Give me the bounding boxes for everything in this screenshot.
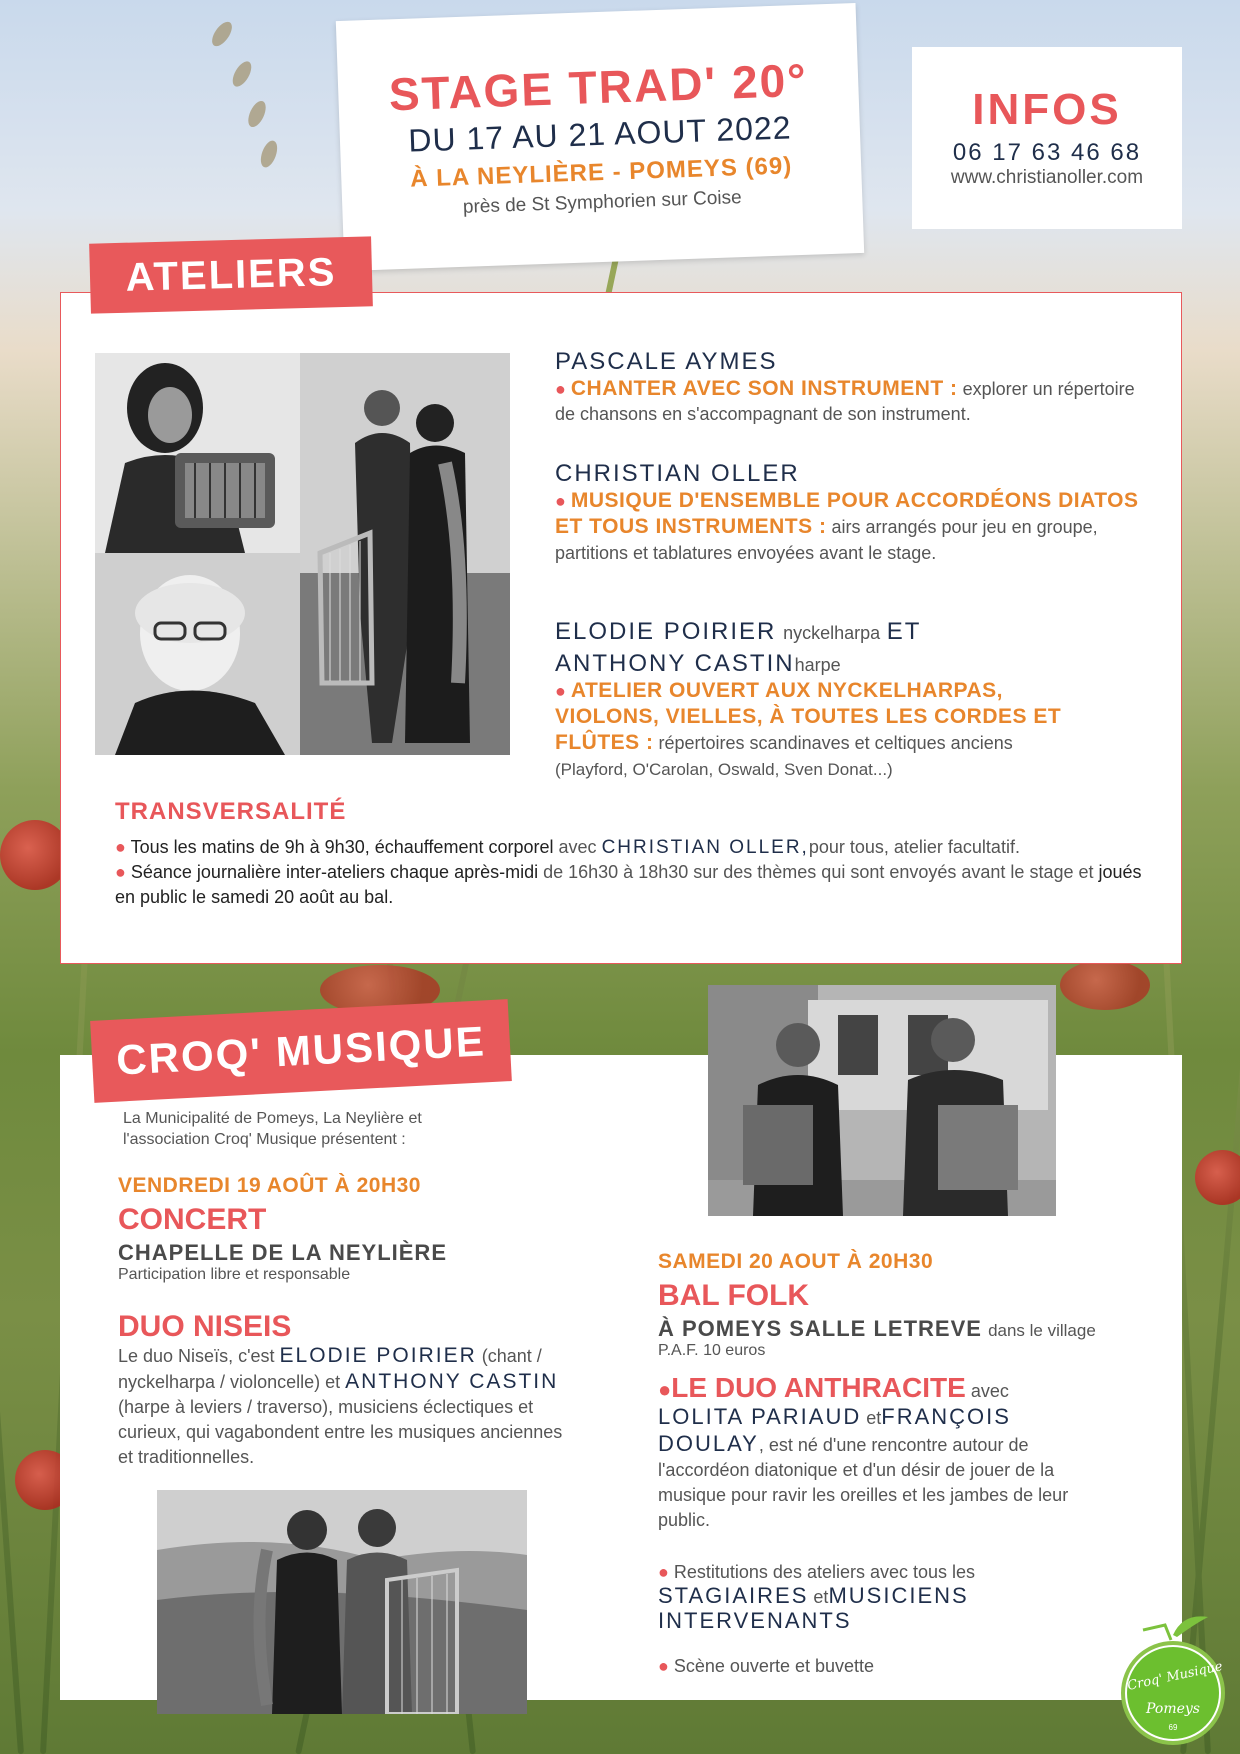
bal-and: et — [866, 1408, 882, 1428]
accordion-duo-illustration — [708, 985, 1056, 1216]
atelier-3-title: ATELIER OUVERT AUX NYCKELHARPAS, VIOLONS, VIELLES, À TOUTES LES CORDES ET FLÛTES : — [555, 679, 1062, 754]
atelier-3-teacher-2: ANTHONY CASTIN — [555, 650, 795, 677]
ateliers-tag — [89, 236, 373, 313]
infos-phone[interactable]: 06 17 63 46 68 — [952, 139, 1142, 166]
transversalite-text — [115, 835, 1155, 910]
atelier-3-teacher-1: ELODIE POIRIER — [555, 618, 777, 645]
transversalite-line2-a: Séance journalière inter-ateliers chaque après-midi — [130, 862, 539, 882]
transversalite-line1-a: Tous les matins de 9h à 9h30, échauffement corporel — [130, 837, 554, 857]
event-title: STAGE TRAD' 20° — [388, 53, 809, 121]
bal-title: BAL FOLK — [658, 1279, 810, 1312]
infos-title: INFOS — [972, 85, 1122, 134]
photo-duo-niseis — [157, 1490, 527, 1714]
concert-text-c: (harpe à leviers / traverso), musiciens éclectiques et curieux, qui vagabondent entre les musiques anciennes et traditionnelles. — [118, 1397, 563, 1467]
duo-illustration — [300, 353, 510, 755]
bullet-icon: ● — [555, 379, 571, 399]
event-location: À LA NEYLIÈRE - POMEYS (69) — [409, 152, 793, 193]
concert-name-1: ELODIE POIRIER — [279, 1344, 477, 1367]
bal-restitution — [658, 1560, 1078, 1634]
croq-intro: La Municipalité de Pomeys, La Neylière et l'association Croq' Musique présentent : — [123, 1110, 422, 1148]
concert-title: CONCERT — [118, 1203, 267, 1236]
atelier-1-text — [555, 376, 1145, 427]
photo-duo-anthracite — [708, 985, 1056, 1216]
bal-et: et — [813, 1587, 829, 1607]
croq-musique-logo — [1113, 1605, 1233, 1745]
bal-description: , est né d'une rencontre autour de l'accordéon diatonique et d'un désir de jouer de la musique pour ravir les oreilles et les jambes de leur public. — [658, 1435, 1069, 1530]
concert-text-b: (chant / nyckelharpa / violoncelle) et — [118, 1346, 542, 1392]
bal-date: SAMEDI 20 AOUT À 20H30 — [658, 1250, 934, 1273]
concert-price: Participation libre et responsable — [118, 1266, 351, 1283]
concert-date: VENDREDI 19 AOÛT À 20H30 — [118, 1174, 421, 1197]
bal-musiciens: MUSICIENS INTERVENANTS — [658, 1583, 969, 1633]
infos-website[interactable]: www.christianoller.com — [950, 167, 1144, 188]
concert-text — [118, 1343, 568, 1470]
atelier-1-desc: explorer un répertoire de chansons en s'accompagnant de son instrument. — [555, 379, 1135, 424]
bal-place: À POMEYS SALLE LETREVE — [658, 1316, 982, 1341]
bullet-icon: ● — [555, 681, 571, 701]
bal-place-note: dans le village — [988, 1321, 1096, 1340]
atelier-3-desc: répertoires scandinaves et celtiques anciens — [658, 733, 1013, 753]
concert-name-2: ANTHONY CASTIN — [345, 1370, 559, 1393]
bullet-icon: ● — [658, 1377, 672, 1402]
bal-place-line — [658, 1316, 1096, 1342]
bal-scene — [658, 1656, 874, 1677]
ateliers-tag-label: ATELIERS — [125, 249, 337, 300]
bal-name-2: FRANÇOIS DOULAY — [658, 1404, 1011, 1456]
bal-stagiaires: STAGIAIRES — [658, 1583, 809, 1608]
concert-group: DUO NISEIS — [118, 1310, 292, 1343]
logo-line-2: Pomeys — [1146, 1701, 1200, 1717]
atelier-1-teacher: PASCALE AYMES — [555, 348, 778, 375]
photo-elodie-anthony — [300, 353, 510, 755]
photo-pascale-aymes — [95, 353, 300, 553]
header-card — [336, 3, 864, 271]
bal-group: LE DUO ANTHRACITE — [671, 1372, 966, 1403]
transversalite-line2-c: joués en public le samedi 20 août au bal. — [115, 862, 1142, 907]
bal-price: P.A.F. 10 euros — [658, 1342, 766, 1359]
atelier-2-title: MUSIQUE D'ENSEMBLE POUR ACCORDÉONS DIATOS ET TOUS INSTRUMENTS : — [555, 489, 1139, 538]
logo-line-1: Croq' Musique — [1126, 1659, 1224, 1694]
photo-christian-oller — [95, 553, 300, 755]
bullet-icon: ● — [555, 491, 571, 511]
atelier-3-desc-2: (Playford, O'Carolan, Oswald, Sven Donat...) — [555, 760, 893, 779]
accordion-player-illustration — [95, 353, 300, 553]
atelier-2-teacher: CHRISTIAN OLLER — [555, 460, 800, 487]
bal-restitution-text: Restitutions des ateliers avec tous les — [673, 1562, 976, 1582]
transversalite-line2-b: de 16h30 à 18h30 sur des thèmes qui sont envoyés avant le stage et — [543, 862, 1094, 882]
concert-text-a: Le duo Niseïs, c'est — [118, 1346, 275, 1366]
atelier-2-text — [555, 488, 1145, 566]
infos-card — [912, 47, 1182, 229]
bal-with: avec — [970, 1381, 1009, 1401]
bullet-icon: ● — [115, 862, 131, 882]
bullet-icon: ● — [658, 1562, 674, 1582]
concert-place: CHAPELLE DE LA NEYLIÈRE — [118, 1240, 447, 1265]
atelier-3-instrument-1: nyckelharpa — [783, 623, 881, 643]
transversalite-title: TRANSVERSALITÉ — [115, 798, 347, 825]
croq-tag-label: CROQ' MUSIQUE — [115, 1017, 487, 1084]
bal-text — [658, 1372, 1118, 1533]
atelier-3-text — [555, 678, 1095, 783]
atelier-3-teachers — [555, 616, 1145, 680]
transversalite-line1-name: CHRISTIAN OLLER, — [601, 837, 809, 858]
bullet-icon: ● — [658, 1656, 674, 1676]
bal-scene-text: Scène ouverte et buvette — [673, 1656, 875, 1676]
atelier-3-instrument-2: harpe — [794, 655, 841, 675]
atelier-2-desc: airs arrangés pour jeu en groupe, partitions et tablatures envoyées avant le stage. — [555, 517, 1098, 563]
transversalite-line1-c: pour tous, atelier facultatif. — [808, 837, 1020, 857]
event-near: près de St Symphorien sur Coise — [462, 187, 742, 218]
atelier-1-title: CHANTER AVEC SON INSTRUMENT : — [570, 377, 958, 400]
bullet-icon: ● — [115, 837, 131, 857]
event-dates: DU 17 AU 21 AOUT 2022 — [407, 109, 793, 159]
atelier-3-joiner: ET — [886, 618, 922, 645]
logo-line-3: 69 — [1168, 1723, 1178, 1732]
harp-duo-illustration — [157, 1490, 527, 1714]
transversalite-line1-b: avec — [558, 837, 597, 857]
portrait-illustration — [95, 553, 300, 755]
bal-name-1: LOLITA PARIAUD — [658, 1404, 862, 1429]
